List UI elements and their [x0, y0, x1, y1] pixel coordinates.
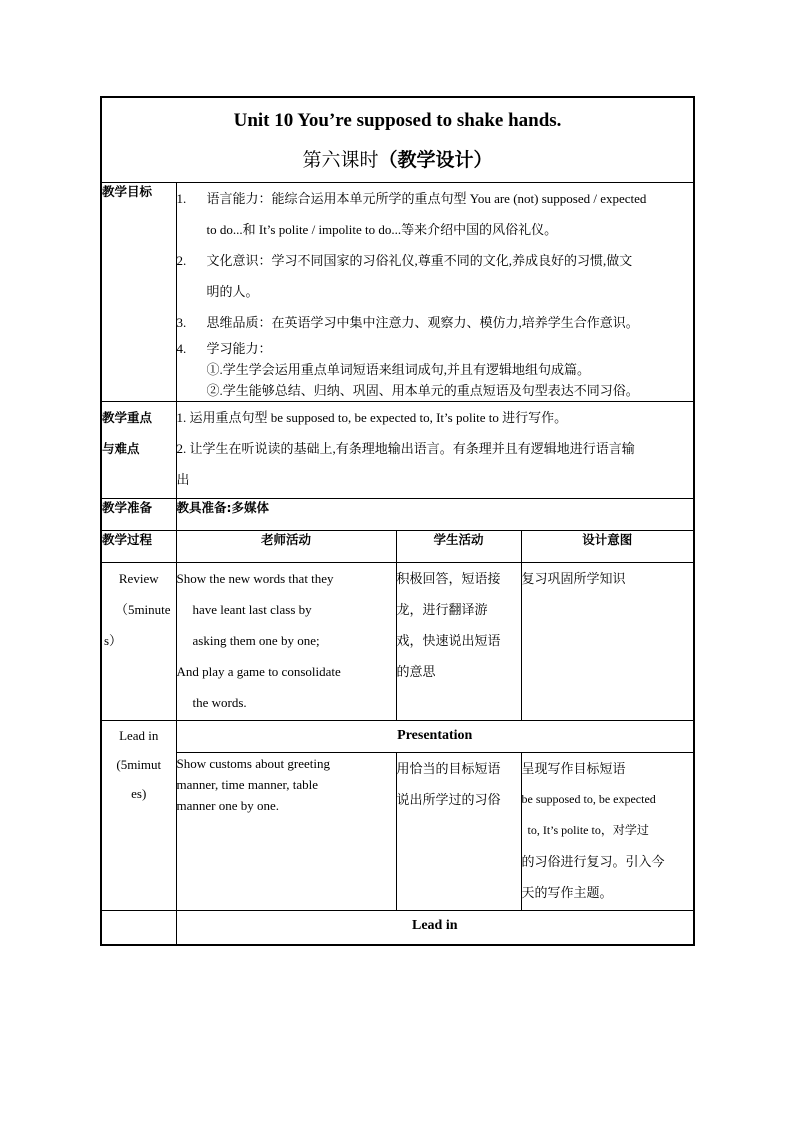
- review-student-activity: 积极回答，短语接 龙，进行翻译游 戏，快速说出短语 的意思: [396, 563, 521, 721]
- process-header-row: [101, 531, 694, 563]
- presentation-teacher-activity: Show customs about greeting manner, time manner, table manner one by one.: [176, 753, 396, 911]
- presentation-row: [101, 753, 694, 911]
- key-points-content: 1. 运用重点句型 be supposed to, be expected to, It’s polite to 进行写作。 2. 让学生在听说读的基础上,有条理地输出语言。有条理并且有逻辑地进行语言输 出: [176, 402, 694, 499]
- design-intent-header: 设计意图: [521, 531, 694, 563]
- lead-in-stage-cell: [101, 911, 176, 945]
- presentation-heading: Presentation: [176, 721, 694, 753]
- review-teacher-activity: Show the new words that they have leant last class by asking them one by one; And play a game to consolidate the words.: [176, 563, 396, 721]
- review-design-intent: 复习巩固所学知识: [521, 563, 694, 721]
- presentation-student-activity: 用恰当的目标短语 说出所学过的习俗: [396, 753, 521, 911]
- preparation-label: 教学准备: [101, 499, 176, 531]
- title-row: [101, 97, 694, 183]
- goal-item: 1. 语言能力：能综合运用本单元所学的重点句型 You are (not) supposed / expected to do...和 It’s polite / impolite to do...等来介绍中国的风俗礼仪。: [176, 191, 647, 237]
- title-chinese-design: （教学设计）: [378, 150, 493, 171]
- title-english: Unit 10 You’re supposed to shake hands.: [233, 110, 562, 131]
- title-chinese-lesson: 第六课时: [302, 150, 379, 171]
- lead-in-heading: Lead in: [176, 911, 694, 945]
- goal-item: 3. 思维品质：在英语学习中集中注意力、观察力、模仿力,培养学生合作意识。: [176, 315, 639, 330]
- presentation-heading-row: [101, 721, 694, 753]
- lead-in-row: [101, 911, 694, 945]
- review-label: Review （5minute s）: [101, 563, 176, 721]
- goal-item: 4. 学习能力：: [176, 341, 272, 356]
- presentation-design-intent: 呈现写作目标短语 be supposed to, be expected to, It’s polite to，对学过 的习俗进行复习。引入今 天的写作主题。: [521, 753, 694, 911]
- process-label: 教学过程: [101, 531, 176, 563]
- preparation-row: [101, 499, 694, 531]
- teacher-activity-header: 老师活动: [176, 531, 396, 563]
- goals-row: [101, 183, 694, 402]
- goals-content: [176, 183, 694, 402]
- goals-label: 教学目标: [101, 183, 176, 402]
- key-points-label: 教学重点 与难点: [101, 402, 176, 499]
- review-row: [101, 563, 694, 721]
- key-points-row: [101, 402, 694, 499]
- title-cell: [101, 97, 694, 183]
- preparation-value: 教具准备:多媒体: [176, 499, 694, 531]
- lesson-plan-page: [100, 96, 693, 946]
- goal-subitem: ②.学生能够总结、归纳、巩固、用本单元的重点短语及句型表达不同习俗。: [206, 383, 639, 398]
- student-activity-header: 学生活动: [396, 531, 521, 563]
- presentation-stage-label: Lead in (5mimut es): [101, 721, 176, 911]
- goal-subitem: ①.学生学会运用重点单词短语来组词成句,并且有逻辑地组句成篇。: [206, 362, 591, 377]
- goal-item: 2. 文化意识：学习不同国家的习俗礼仪,尊重不同的文化,养成良好的习惯,做文 明的人。: [176, 253, 633, 299]
- title-chinese: [102, 149, 693, 173]
- lesson-plan-table: [100, 96, 695, 946]
